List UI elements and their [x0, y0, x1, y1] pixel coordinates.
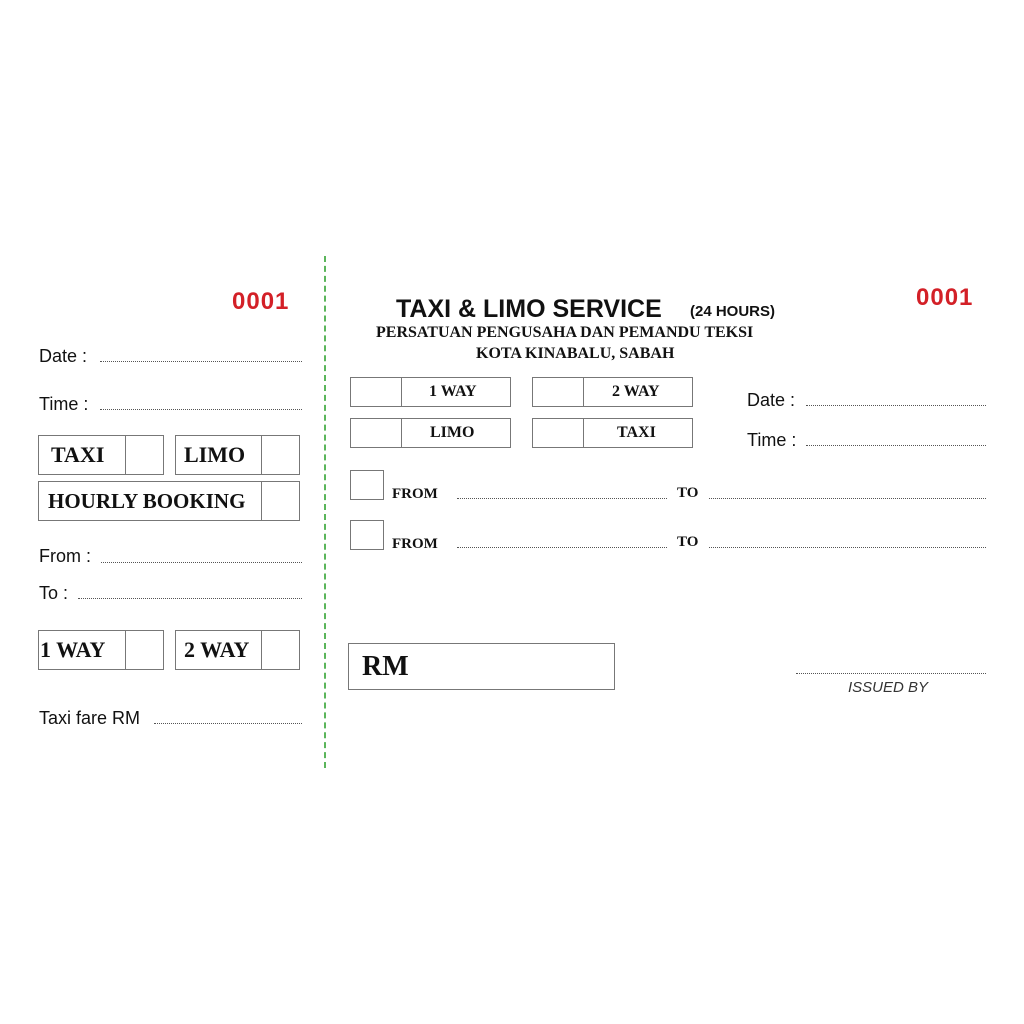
- option-twoway-checkbox[interactable]: [533, 378, 584, 406]
- amount-box[interactable]: [348, 643, 615, 690]
- stub-fare-field[interactable]: [154, 723, 302, 724]
- receipt-title-note: (24 HOURS): [690, 303, 776, 320]
- stub-oneway-checkbox[interactable]: [125, 631, 164, 669]
- stub-time-label: Time :: [39, 394, 89, 414]
- route-1-from-label: FROM: [392, 486, 438, 502]
- receipt-date-field[interactable]: [806, 405, 986, 406]
- receipt-number: 0001: [916, 284, 974, 311]
- org-line-1: PERSATUAN PENGUSAHA DAN PEMANDU TEKSI: [376, 324, 754, 341]
- option-oneway-label: 1 WAY: [429, 383, 477, 400]
- stub-taxi-option[interactable]: [38, 435, 164, 475]
- route-1-to-label: TO: [677, 485, 699, 501]
- stub-from-label: From :: [39, 546, 91, 566]
- receipt-time-field[interactable]: [806, 445, 986, 446]
- stub-date-label: Date :: [39, 346, 88, 366]
- issued-by-label: ISSUED BY: [848, 679, 929, 696]
- receipt-time-label: Time :: [747, 430, 797, 450]
- perforation-line: [324, 256, 326, 768]
- org-line-2: KOTA KINABALU, SABAH: [476, 345, 675, 362]
- route-2-checkbox[interactable]: [350, 520, 384, 550]
- option-oneway-checkbox[interactable]: [351, 378, 402, 406]
- stub-fare-label: Taxi fare RM: [39, 708, 141, 728]
- stub-twoway-checkbox[interactable]: [261, 631, 300, 669]
- stub-taxi-checkbox[interactable]: [125, 436, 164, 474]
- amount-label: RM: [362, 650, 409, 682]
- route-1-to-field[interactable]: [709, 498, 986, 499]
- route-2-to-field[interactable]: [709, 547, 986, 548]
- stub-to-field[interactable]: [78, 598, 302, 599]
- stub-to-label: To :: [39, 583, 69, 603]
- option-oneway[interactable]: [350, 377, 511, 407]
- stub-hourly-checkbox[interactable]: [261, 482, 300, 520]
- stub-date-field[interactable]: [100, 361, 302, 362]
- stub-limo-option[interactable]: [175, 435, 300, 475]
- stub-oneway-label: 1 WAY: [40, 637, 106, 662]
- stub-hourly-label: HOURLY BOOKING: [48, 488, 246, 513]
- stub-time-field[interactable]: [100, 409, 302, 410]
- issued-by-signature-line[interactable]: [796, 673, 986, 674]
- stub-twoway-label: 2 WAY: [184, 637, 250, 662]
- option-twoway-label: 2 WAY: [612, 383, 660, 400]
- receipt-date-label: Date :: [747, 390, 796, 410]
- stub-twoway-option[interactable]: [175, 630, 300, 670]
- stub-from-field[interactable]: [101, 562, 302, 563]
- route-2-from-field[interactable]: [457, 547, 667, 548]
- route-2-from-label: FROM: [392, 536, 438, 552]
- option-limo-label: LIMO: [430, 424, 475, 441]
- stub-hourly-option[interactable]: [38, 481, 300, 521]
- option-taxi[interactable]: [532, 418, 693, 448]
- option-twoway[interactable]: [532, 377, 693, 407]
- option-limo-checkbox[interactable]: [351, 419, 402, 447]
- route-2-to-label: TO: [677, 534, 699, 550]
- option-taxi-label: TAXI: [617, 424, 656, 441]
- route-1-from-field[interactable]: [457, 498, 667, 499]
- stub-oneway-option[interactable]: [38, 630, 164, 670]
- stub-taxi-label: TAXI: [51, 442, 105, 467]
- option-taxi-checkbox[interactable]: [533, 419, 584, 447]
- option-limo[interactable]: [350, 418, 511, 448]
- stub-limo-checkbox[interactable]: [261, 436, 300, 474]
- stub-limo-label: LIMO: [184, 442, 246, 467]
- receipt-title: TAXI & LIMO SERVICE: [396, 295, 662, 323]
- stub-number: 0001: [232, 288, 290, 315]
- route-1-checkbox[interactable]: [350, 470, 384, 500]
